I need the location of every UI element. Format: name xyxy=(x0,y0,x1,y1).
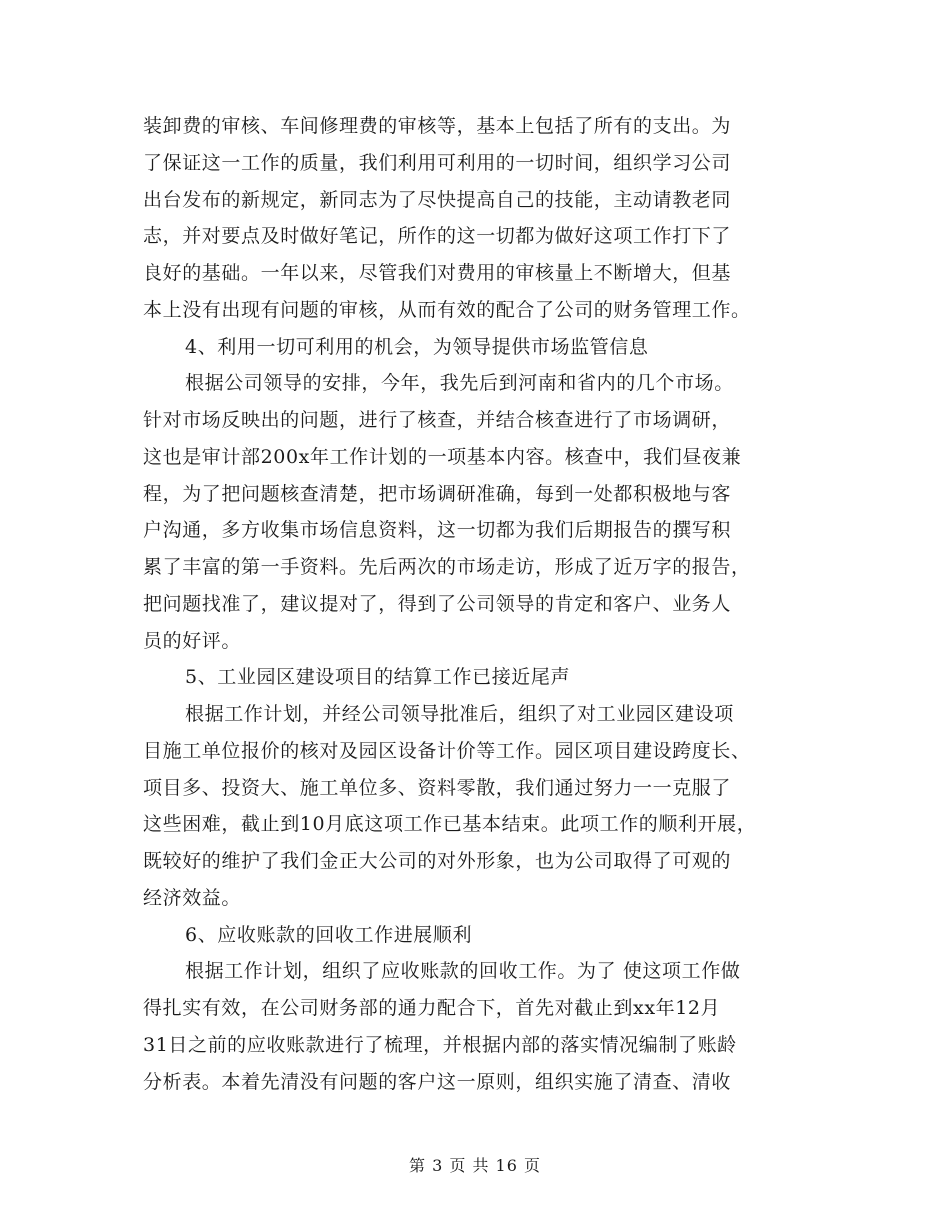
text-line: 既较好的维护了我们金正大公司的对外形象，也为公司取得了可观的 xyxy=(143,850,732,872)
text-line: 项目多、投资大、施工单位多、资料零散，我们通过努力一一克服了 xyxy=(143,776,732,799)
text-line: 得扎实有效，在公司财务部的通力配合下，首先对截止到xx年12月 xyxy=(143,997,721,1019)
text-line: 目施工单位报价的核对及园区设备计价等工作。园区项目建设跨度长、 xyxy=(143,739,751,762)
text-line: 5、工业园区建设项目的结算工作已接近尾声 xyxy=(185,666,571,689)
text-line: 良好的基础。一年以来，尽管我们对费用的审核量上不断增大，但基 xyxy=(143,262,732,284)
text-line: 31日之前的应收账款进行了梳理，并根据内部的落实情况编制了账龄 xyxy=(143,1033,737,1056)
document-body xyxy=(143,108,823,1100)
text-line: 根据工作计划，组织了应收账款的回收工作。为了 使这项工作做 xyxy=(185,960,741,983)
text-line: 4、利用一切可利用的机会，为领导提供市场监管信息 xyxy=(185,335,649,358)
text-line: 装卸费的审核、车间修理费的审核等，基本上包括了所有的支出。为 xyxy=(143,115,732,137)
text-line: 户沟通，多方收集市场信息资料，这一切都为我们后期报告的撰写积 xyxy=(143,519,732,542)
text-line: 分析表。本着先清没有问题的客户这一原则，组织实施了清查、清收 xyxy=(143,1070,732,1093)
text-line: 根据工作计划，并经公司领导批准后，组织了对工业园区建设项 xyxy=(185,703,734,725)
text-line: 把问题找准了，建议提对了，得到了公司领导的肯定和客户、业务人 xyxy=(143,592,732,615)
text-line: 出台发布的新规定，新同志为了尽快提高自己的技能，主动请教老同 xyxy=(143,188,732,211)
text-line: 了保证这一工作的质量，我们利用可利用的一切时间，组织学习公司 xyxy=(143,151,732,174)
text-line: 根据公司领导的安排，今年，我先后到河南和省内的几个市场。 xyxy=(185,372,734,395)
text-line: 员的好评。 xyxy=(143,629,242,652)
text-line: 这些困难，截止到10月底这项工作已基本结束。此项工作的顺利开展， xyxy=(143,813,757,836)
text-line: 累了丰富的第一手资料。先后两次的市场走访，形成了近万字的报告， xyxy=(143,556,751,578)
text-line: 经济效益。 xyxy=(143,886,242,909)
text-line: 这也是审计部200x年工作计划的一项基本内容。核查中，我们昼夜兼 xyxy=(143,445,742,468)
text-line: 6、应收账款的回收工作进展顺利 xyxy=(185,923,473,946)
text-line: 程，为了把问题核查清楚，把市场调研准确，每到一处都积极地与客 xyxy=(143,482,732,505)
page-footer: 第 3 页 共 16 页 xyxy=(409,1156,541,1175)
text-line: 本上没有出现有问题的审核，从而有效的配合了公司的财务管理工作。 xyxy=(143,298,751,321)
text-line: 志，并对要点及时做好笔记，所作的这一切都为做好这项工作打下了 xyxy=(143,225,732,248)
text-line: 针对市场反映出的问题，进行了核查，并结合核查进行了市场调研， xyxy=(143,409,732,431)
